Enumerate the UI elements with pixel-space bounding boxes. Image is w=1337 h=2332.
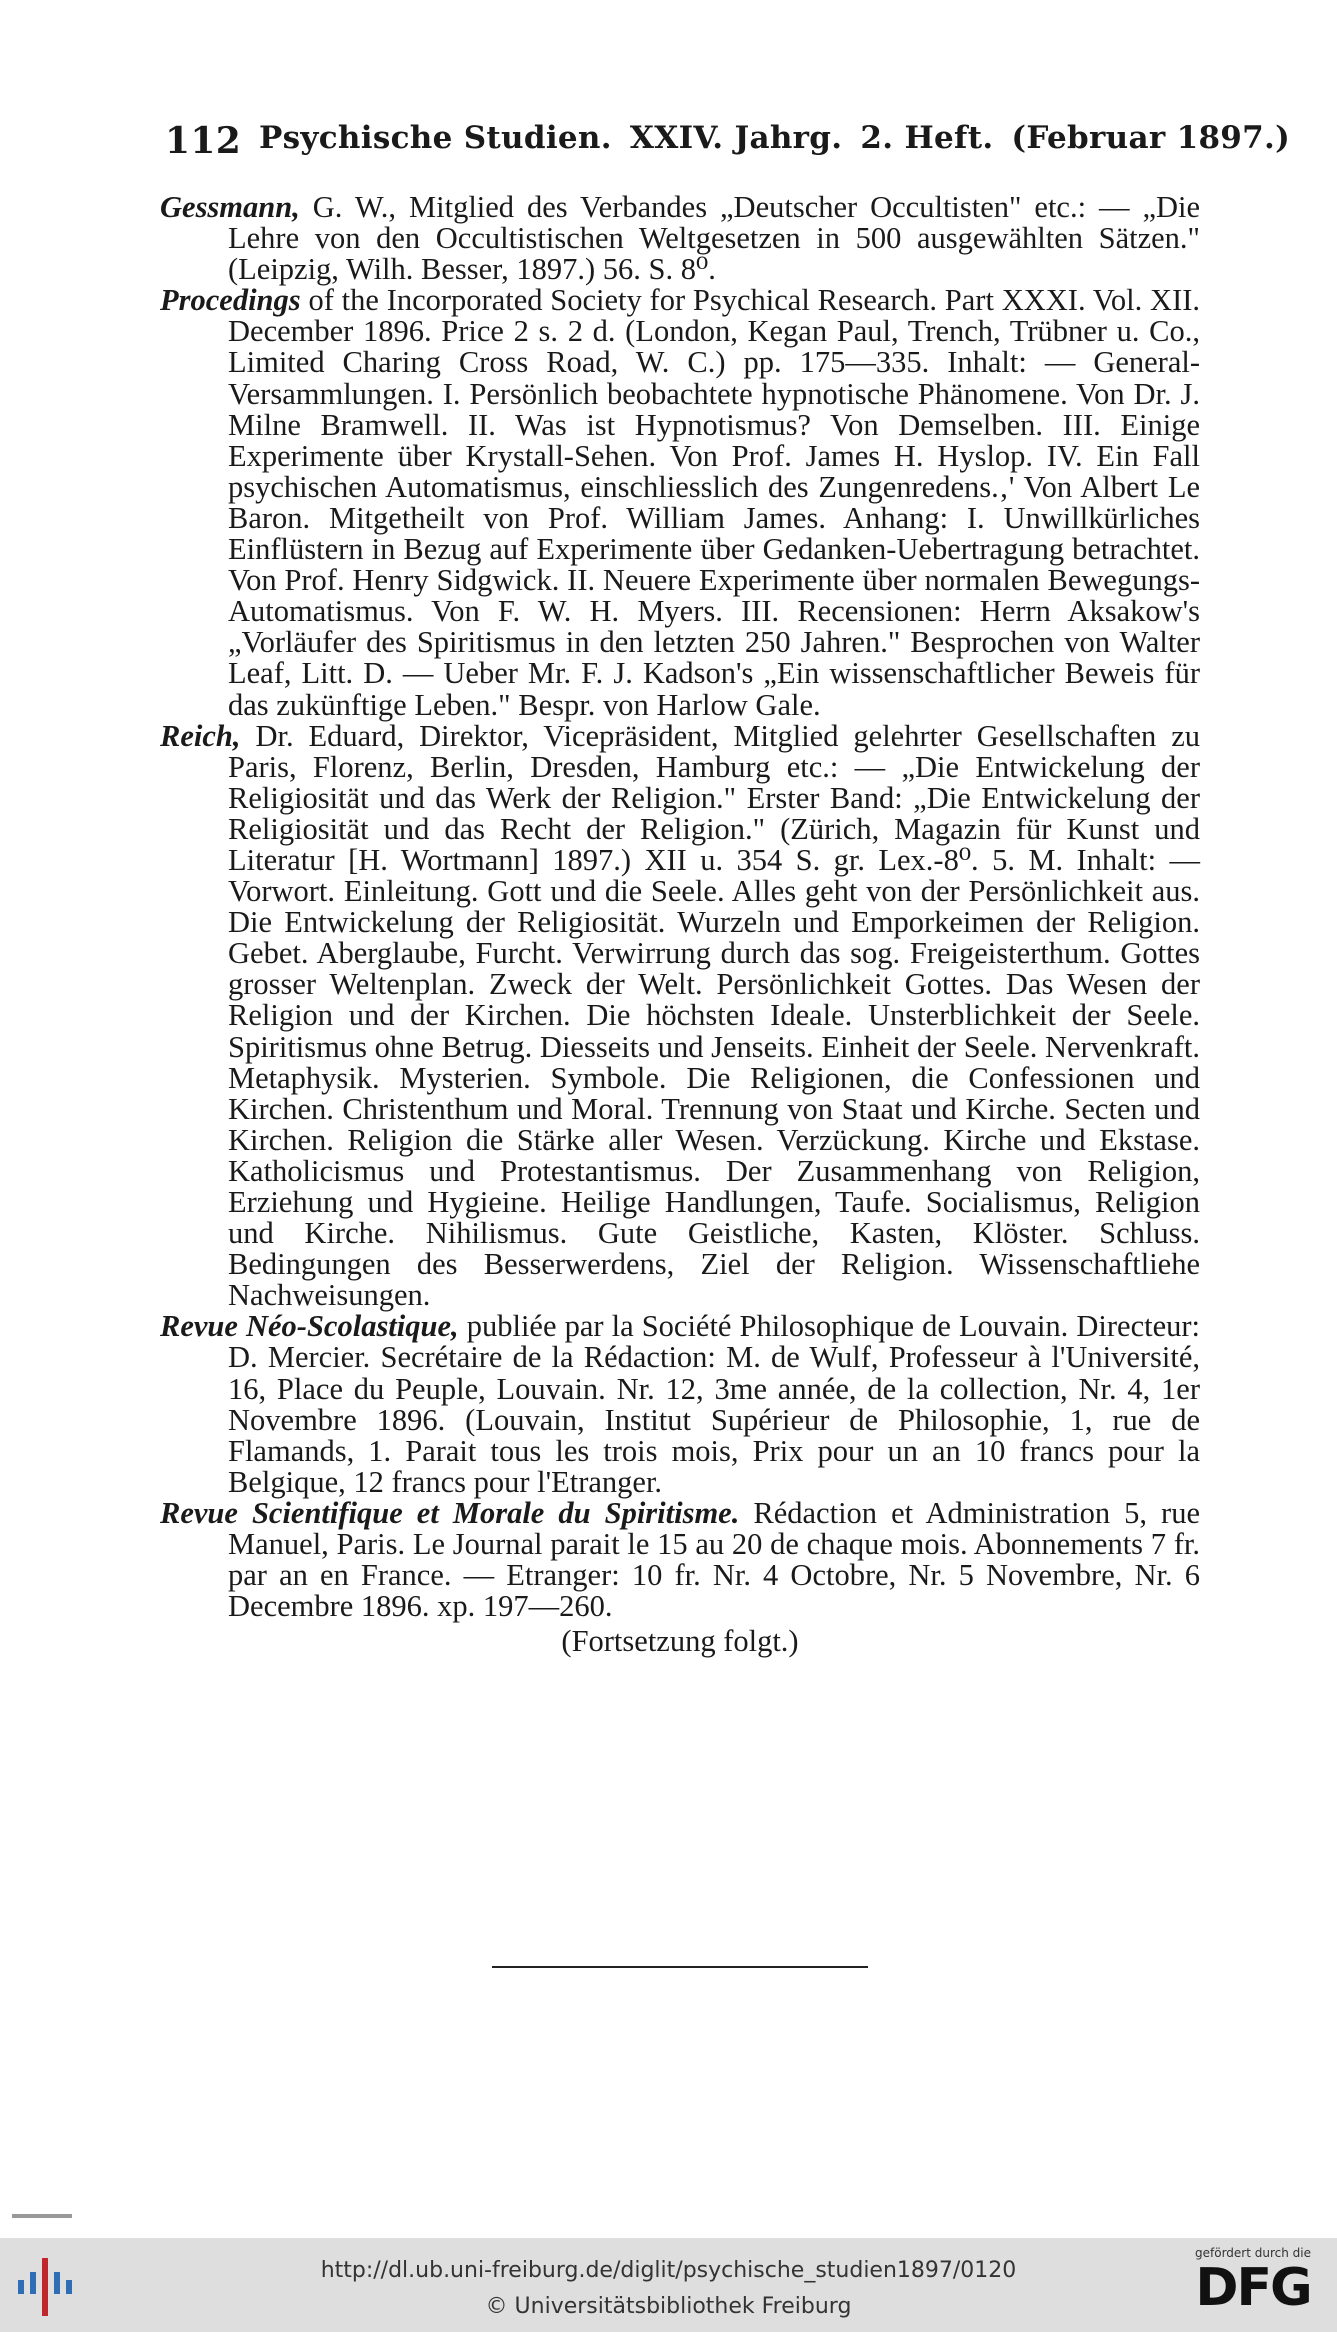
bibliography-list: [160, 192, 1200, 1657]
entry-revue-scientifique: [160, 1495, 1201, 1624]
entry-gessmann: [160, 192, 1200, 285]
entry-headword: Revue Néo-Scolastique,: [160, 1309, 459, 1344]
page-number: 112: [165, 120, 242, 162]
entry-text: of the Incorporated Society for Psychical Research. Part XXXI. Vol. XII. December 1896. Price 2 s. 2 d. (London, Kegan Paul, Trench, Trübner u. Co., Limited Charing Cross Road, W. C.) pp. 175—335. Inhalt: — General-Versammlungen. I. Persönlich beobachtete hypnotische Phänomene. Von Dr. J. Milne Bramwell. II. Was ist Hypnotismus? Von Demselben. III. Einige Experimente über Krystall-Sehen. Von Prof. James H. Hyslop. IV. Ein Fall psychischen Automatismus, einschliesslich des Zungenredens.‚' Von Albert Le Baron. Mitgetheilt von Prof. William James. Anhang: I. Unwillkürliches Einflüstern in Bezug auf Experimente über Gedanken-Uebertragung betrachtet. Von Prof. Henry Sidgwick. II. Neuere Experimente über normalen Bewegungs-Automatismus. Von F. W. H. Myers. III. Recensionen: Herrn Aksakow's „Vorläufer des Spiritismus in den letzten 250 Jahren." Besprochen von Walter Leaf, Litt. D. — Ueber Mr. F. J. Kadson's „Ein wissenschaftlicher Beweis für das zukünftige Leben." Bespr. von Harlow Gale.: [228, 283, 1201, 722]
page-header: [165, 120, 1291, 162]
entry-text: Rédaction et Administration 5, rue Manuel, Paris. Le Journal parait le 15 au 20 de chaque mois. Abonnements 7 fr. par an en France. — Etranger: 10 fr. Nr. 4 Octobre, Nr. 5 Novembre, Nr. 6 Decembre 1896. xp. 197—260.: [228, 1495, 1201, 1624]
entry-text: publiée par la Société Philosophique de Louvain. Directeur: D. Mercier. Secrétaire de la Rédaction: M. de Wulf, Professeur à l'Université, 16, Place du Peuple, Louvain. Nr. 12, 3me année, de la collection, Nr. 4, 1er Novembre 1896. (Louvain, Institut Supérieur de Philosophie, 1, rue de Flamands, 1. Parait tous les trois mois, Prix pour un an 10 francs pour la Belgique, 12 francs pour l'Etranger.: [228, 1309, 1201, 1499]
entry-procedings: [160, 285, 1200, 720]
entry-headword: Revue Scientifique et Morale du Spiritisme.: [160, 1495, 740, 1530]
dfg-logo: DFG: [1195, 2258, 1311, 2318]
digitization-footer: [0, 2238, 1337, 2332]
entry-headword: Procedings: [160, 283, 301, 318]
entry-headword: Reich,: [160, 718, 241, 753]
journal-title: Psychische Studien.: [259, 120, 612, 156]
copyright-notice: © Universitätsbibliothek Freiburg: [485, 2294, 852, 2319]
volume-label: XXIV. Jahrg.: [629, 120, 843, 156]
scan-artifact: [12, 2214, 72, 2218]
dfg-sponsor: [1183, 2246, 1323, 2316]
entry-reich: [160, 718, 1200, 1313]
section-divider: [492, 1966, 868, 1968]
sponsor-caption: gefördert durch die: [1195, 2246, 1311, 2260]
issue-date: (Februar 1897.): [1011, 120, 1291, 156]
entry-revue-neo-scolastique: [160, 1311, 1200, 1498]
entry-headword: Gessmann,: [160, 190, 300, 224]
permalink-url[interactable]: http://dl.ub.uni-freiburg.de/diglit/psychische_studien1897/0120: [320, 2258, 1017, 2283]
continuation-note: (Fortsetzung folgt.): [561, 1624, 799, 1659]
entry-text: G. W., Mitglied des Verbandes „Deutscher Occultisten" etc.: — „Die Lehre von den Occultistischen Weltgesetzen in 500 ausgewählten Sätzen." (Leipzig, Wilh. Besser, 1897.) 56. S. 8⁰.: [228, 190, 1201, 287]
entry-text: Dr. Eduard, Direktor, Vicepräsident, Mitglied gelehrter Gesellschaften zu Paris, Florenz, Berlin, Dresden, Hamburg etc.: — „Die Entwickelung der Religiosität und das Werk der Religion." Erster Band: „Die Entwickelung der Religiosität und das Recht der Religion." (Zürich, Magazin für Kunst und Literatur [H. Wortmann] 1897.) XII u. 354 S. gr. Lex.-8⁰. 5. M. Inhalt: — Vorwort. Einleitung. Gott und die Seele. Alles geht von der Persönlichkeit aus. Die Entwickelung der Religiosität. Wurzeln und Emporkeimen der Religion. Gebet. Aberglaube, Furcht. Verwirrung durch das sog. Freigeisterthum. Gottes grosser Weltenplan. Zweck der Welt. Persönlichkeit Gottes. Das Wesen der Religion und der Kirchen. Die höchsten Ideale. Unsterblichkeit der Seele. Spiritismus ohne Betrug. Diesseits und Jenseits. Einheit der Seele. Nervenkraft. Metaphysik. Mysterien. Symbole. Die Religionen, die Confessionen und Kirchen. Christenthum und Moral. Trennung von Staat und Kirche. Secten und Kirchen. Religion die Stärke aller Wesen. Verzückung. Kirche und Ekstase. Katholicismus und Protestantismus. Der Zusammenhang von Religion, Erziehung und Hygieine. Heilige Handlungen, Taufe. Socialismus, Religion und Kirche. Nihilismus. Gute Geistliche, Kasten, Klöster. Schluss. Bedingungen des Besserwerdens, Ziel der Religion. Wissenschaftliehe Nachweisungen.: [228, 718, 1200, 1313]
issue-label: 2. Heft.: [860, 120, 994, 156]
